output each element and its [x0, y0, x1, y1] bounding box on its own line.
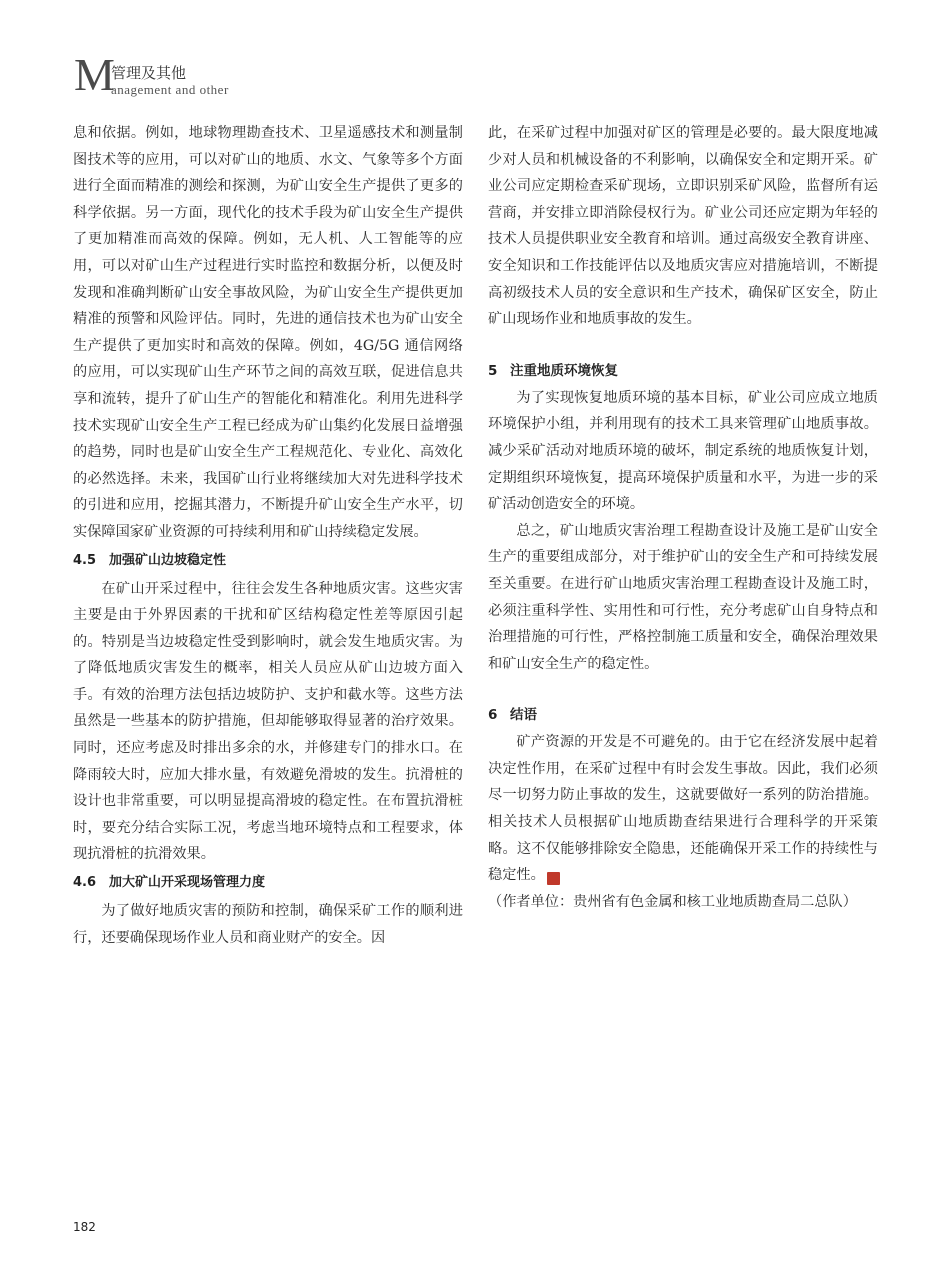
section-5-number: 5 — [488, 362, 498, 379]
header-initial-letter: M — [74, 49, 115, 100]
right-paragraph-1: 此，在采矿过程中加强对矿区的管理是必要的。最大限度地减少对人员和机械设备的不利影响，以确保安全和定期开采。矿业公司应定期检查采矿现场，立即识别采矿风险，监督所有运营商，并安排立即消除侵权行为。矿业公司还应定期为年轻的技术人员提供职业安全教育和培训。通过高级安全教育讲座、安全知识和工作技能评估以及地质灾害应对措施培训，不断提高初级技术人员的安全意识和生产技术，确保矿区安全，防止矿山现场作业和地质事故的发生。 — [488, 125, 878, 328]
left-column — [73, 120, 463, 951]
section-5-heading — [488, 359, 878, 383]
section-6-title: 结语 — [510, 707, 537, 724]
left-paragraph-3: 为了做好地质灾害的预防和控制，确保采矿工作的顺利进行，还要确保现场作业人员和商业财产的安全。因 — [73, 903, 463, 946]
right-column — [488, 120, 878, 915]
heading-4-5: 4.5 加强矿山边坡稳定性 — [73, 552, 227, 568]
heading-4-6: 4.6 加大矿山开采现场管理力度 — [73, 875, 266, 891]
left-paragraph-1: 息和依据。例如，地球物理勘查技术、卫星遥感技术和测量制图技术等的应用，可以对矿山的地质、水文、气象等多个方面进行全面而精准的测绘和探测，为矿山安全生产提供了更多的科学依据。另一方面，现代化的技术手段为矿山安全生产提供了更加精准而高效的保障。例如，无人机、人工智能等的应用，可以对矿山生产过程进行实时监控和数据分析，以便及时发现和准确判断矿山安全事故风险，为矿山安全生产提供更加精准的预警和风险评估。同时，先进的通信技术也为矿山安全生产提供了更加实时和高效的保障。例如，4G/5G 通信网络的应用，可以实现矿山生产环节之间的高效互联，促进信息共享和流转，提升了矿山生产的智能化和精准化。利用先进科学技术实现矿山安全生产工程已经成为矿山集约化发展日益增强的趋势，同时也是矿山安全生产工程规范化、专业化、高效化的必然选择。未来，我国矿山行业将继续加大对先进科学技术的引进和应用，挖掘其潜力，不断提升矿山安全生产水平，切实保障国家矿业资源的可持续利用和矿山持续稳定发展。 — [73, 125, 463, 540]
section-6-heading — [488, 703, 878, 727]
header-title-cn: 管理及其他 — [111, 64, 187, 82]
page-number: 182 — [73, 1220, 96, 1234]
section-6-number: 6 — [488, 707, 498, 724]
right-paragraph-3: 总之，矿山地质灾害治理工程勘查设计及施工是矿山安全生产的重要组成部分，对于维护矿山的安全生产和可持续发展至关重要。在进行矿山地质灾害治理工程勘查设计及施工时，必须注重科学性、实用性和可行性，充分考虑矿山自身特点和治理措施的可行性，严格控制施工质量和安全，确保治理效果和矿山安全生产的稳定性。 — [488, 522, 878, 672]
header-title-en: anagement and other — [111, 82, 229, 97]
left-paragraph-2: 在矿山开采过程中，往往会发生各种地质灾害。这些灾害主要是由于外界因素的干扰和矿区结构稳定性差等原因引起的。特别是当边坡稳定性受到影响时，就会发生地质灾害。为了降低地质灾害发生的概率，相关人员应从矿山边坡方面入手。有效的治理方法包括边坡防护、支护和截水等。这些方法虽然是一些基本的防护措施，但却能够取得显著的治疗效果。同时，还应考虑及时排出多余的水，并修建专门的排水口。在降雨较大时，应加大排水量，有效避免滑坡的发生。抗滑桩的设计也非常重要，可以明显提高滑坡的稳定性。在布置抗滑桩时，要充分结合实际工况，考虑当地环境特点和工程要求，体现抗滑桩的抗滑效果。 — [73, 580, 463, 863]
right-paragraph-2: 为了实现恢复地质环境的基本目标，矿业公司应成立地质环境保护小组，并利用现有的技术工具来管理矿山地质事故。减少采矿活动对地质环境的破坏，制定系统的地质恢复计划，定期组织环境恢复，提高环境保护质量和水平，为进一步的采矿活动创造安全的环境。 — [488, 389, 878, 513]
conclusion-text: 矿产资源的开发是不可避免的。由于它在经济发展中起着决定性作用，在采矿过程中有时会发生事故。因此，我们必须尽一切努力防止事故的发生，这就要做好一系列的防治措施。相关技术人员根据矿山地质勘查结果进行合理科学的开采策略。这不仅能够排除安全隐患，还能确保开采工作的持续性与稳定性。 — [488, 734, 878, 884]
right-paragraph-4 — [488, 729, 878, 889]
section-5-title: 注重地质环境恢复 — [510, 362, 618, 379]
author-affiliation: （作者单位：贵州省有色金属和核工业地质勘查局二总队） — [488, 893, 857, 910]
end-mark-icon: 通 — [547, 872, 560, 885]
